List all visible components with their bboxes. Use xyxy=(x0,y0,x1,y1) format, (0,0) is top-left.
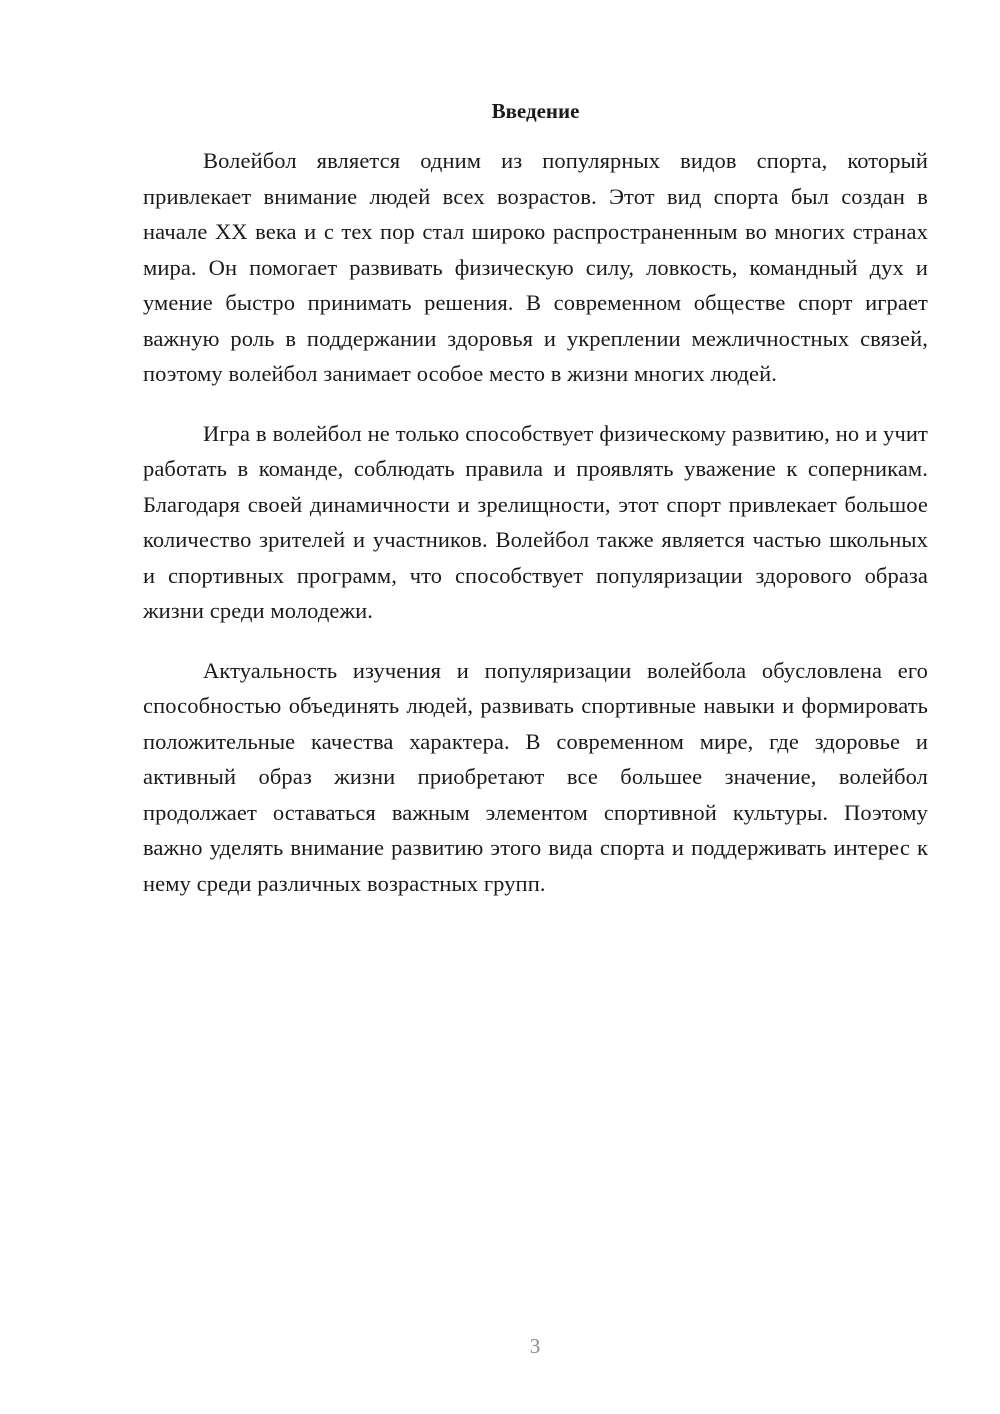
page-title: Введение xyxy=(491,99,580,123)
paragraph-3: Актуальность изучения и популяризации волейбола обусловлена его способностью объединять людей, развивать спортивные навыки и формировать положительные качества характера. В современном мире, где здоровье и активный образ жизни приобретают все большее значение, волейбол продолжает оставаться важным элементом спортивной культуры. Поэтому важно уделять внимание развитию этого вида спорта и поддерживать интерес к нему среди различных возрастных групп. xyxy=(143,657,928,896)
paragraph-1: Волейбол является одним из популярных видов спорта, который привлекает внимание людей всех возрастов. Этот вид спорта был создан в начале XX века и с тех пор стал широко распространенным во многих странах мира. Он помогает развивать физическую силу, ловкость, командный дух и умение быстро принимать решения. В современном обществе спорт играет важную роль в поддержании здоровья и укреплении межличностных связей, поэтому волейбол занимает особое место в жизни многих людей. xyxy=(143,148,928,386)
page-number: 3 xyxy=(529,1334,541,1358)
document-body xyxy=(143,143,928,925)
paragraph-2: Игра в волейбол не только способствует физическому развитию, но и учит работать в команде, соблюдать правила и проявлять уважение к соперникам. Благодаря своей динамичности и зрелищности, этот спорт привлекает большое количество зрителей и участников. Волейбол также является частью школьных и спортивных программ, что способствует популяризации здорового образа жизни среди молодежи. xyxy=(143,420,928,623)
